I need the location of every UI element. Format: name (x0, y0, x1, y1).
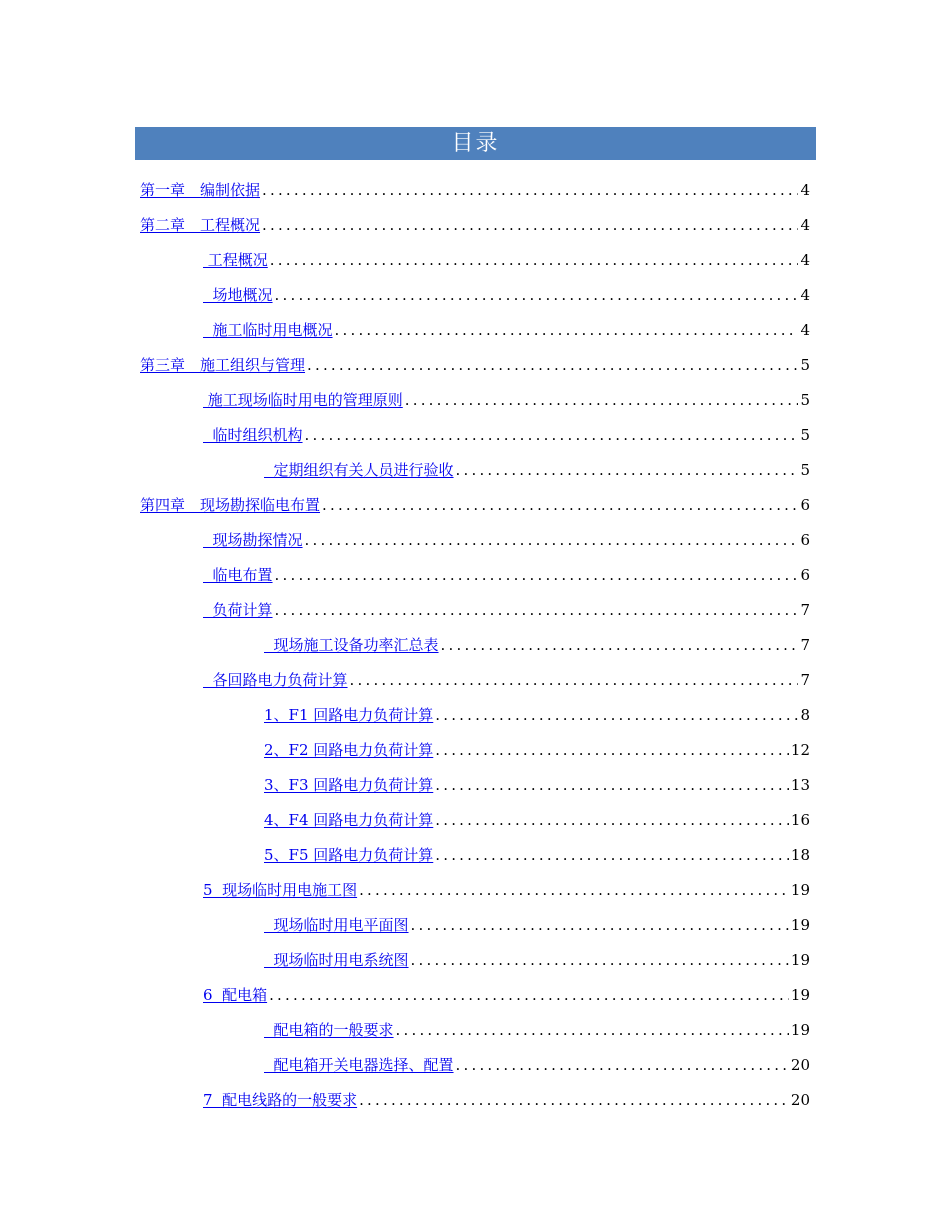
toc-entry[interactable] (264, 456, 810, 480)
toc-entry[interactable] (203, 876, 810, 900)
toc-entry[interactable] (203, 596, 810, 620)
toc-page-number: 6 (800, 566, 810, 584)
toc-page-number: 7 (800, 601, 810, 619)
toc-leader (435, 845, 789, 865)
toc-page-number: 7 (800, 636, 810, 654)
toc-entry-link[interactable]: 7 配电线路的一般要求 (203, 1091, 358, 1109)
toc-leader (411, 950, 789, 970)
toc-leader (305, 425, 799, 445)
toc-entry-link[interactable]: 第二章 工程概况 (140, 216, 261, 234)
toc-entry[interactable] (203, 421, 810, 445)
toc-page-number: 19 (790, 1021, 810, 1039)
toc-leader (305, 530, 799, 550)
toc-leader (262, 215, 798, 235)
toc-entry[interactable] (264, 946, 810, 970)
toc-page-number: 19 (790, 916, 810, 934)
toc-page-number: 6 (800, 531, 810, 549)
toc-leader (435, 740, 789, 760)
toc-leader (269, 985, 789, 1005)
toc-page-number: 19 (790, 951, 810, 969)
toc-leader (405, 390, 799, 410)
toc-page-number: 5 (800, 391, 810, 409)
toc-entry[interactable] (140, 176, 810, 200)
toc-entry-link[interactable]: 配电箱的一般要求 (264, 1021, 394, 1039)
toc-page-number: 5 (800, 356, 810, 374)
toc-entry[interactable] (264, 841, 810, 865)
toc-entry-link[interactable]: 负荷计算 (203, 601, 273, 619)
toc-entry-link[interactable]: 现场临时用电平面图 (264, 916, 409, 934)
toc-entry[interactable] (264, 1051, 810, 1075)
toc-entry-link[interactable]: 3、F3 回路电力负荷计算 (264, 776, 434, 794)
toc-entry-link[interactable]: 4、F4 回路电力负荷计算 (264, 811, 434, 829)
toc-page-number: 12 (790, 741, 810, 759)
toc-entry[interactable] (264, 1016, 810, 1040)
toc-leader (262, 180, 798, 200)
toc-leader (275, 285, 799, 305)
toc-entry[interactable] (203, 561, 810, 585)
toc-leader (350, 670, 799, 690)
toc-entry[interactable] (264, 701, 810, 725)
toc-entry[interactable] (264, 806, 810, 830)
toc-entry-link[interactable]: 临电布置 (203, 566, 273, 584)
toc-entry[interactable] (203, 981, 810, 1005)
toc-leader (359, 880, 789, 900)
toc-page-number: 7 (800, 671, 810, 689)
toc-leader (411, 915, 789, 935)
toc-leader (456, 460, 799, 480)
toc-leader (435, 810, 789, 830)
toc-entry-link[interactable]: 第四章 现场勘探临电布置 (140, 496, 321, 514)
toc-leader (335, 320, 799, 340)
toc-entry[interactable] (140, 491, 810, 515)
toc-entry-link[interactable]: 施工临时用电概况 (203, 321, 333, 339)
toc-entry[interactable] (203, 281, 810, 305)
toc-entry-link[interactable]: 施工现场临时用电的管理原则 (203, 391, 403, 409)
toc-entry[interactable] (264, 736, 810, 760)
toc-page-number: 4 (800, 181, 810, 199)
toc-entry[interactable] (203, 1086, 810, 1110)
toc-page-number: 16 (790, 811, 810, 829)
toc-page-number: 20 (790, 1056, 810, 1074)
toc-entry-link[interactable]: 1、F1 回路电力负荷计算 (264, 706, 434, 724)
toc-page-number: 4 (800, 251, 810, 269)
toc-entry-link[interactable]: 临时组织机构 (203, 426, 303, 444)
toc-entry[interactable] (203, 526, 810, 550)
toc-leader (435, 775, 789, 795)
toc-leader (359, 1090, 789, 1110)
toc-leader (441, 635, 799, 655)
toc-entry-link[interactable]: 第一章 编制依据 (140, 181, 261, 199)
toc-entry-link[interactable]: 各回路电力负荷计算 (203, 671, 348, 689)
toc-entry-link[interactable]: 现场临时用电系统图 (264, 951, 409, 969)
toc-leader (456, 1055, 789, 1075)
toc-page-number: 6 (800, 496, 810, 514)
toc-entry[interactable] (140, 351, 810, 375)
toc-leader (275, 565, 799, 585)
toc-page-number: 18 (790, 846, 810, 864)
toc-entry-link[interactable]: 2、F2 回路电力负荷计算 (264, 741, 434, 759)
toc-page-number: 5 (800, 426, 810, 444)
toc-entry[interactable] (203, 666, 810, 690)
toc-entry[interactable] (264, 771, 810, 795)
toc-entry[interactable] (140, 211, 810, 235)
toc-title: 目录 (451, 131, 500, 156)
toc-entry[interactable] (203, 246, 810, 270)
toc-page-number: 5 (800, 461, 810, 479)
toc-leader (270, 250, 799, 270)
toc-entry-link[interactable]: 现场勘探情况 (203, 531, 303, 549)
toc-entry-link[interactable]: 定期组织有关人员进行验收 (264, 461, 454, 479)
toc-page-number: 19 (790, 881, 810, 899)
toc-entry-link[interactable]: 5 现场临时用电施工图 (203, 881, 358, 899)
toc-entry[interactable] (203, 386, 810, 410)
toc-page-number: 8 (800, 706, 810, 724)
toc-leader (435, 705, 798, 725)
toc-page-number: 4 (800, 321, 810, 339)
toc-entry-link[interactable]: 配电箱开关电器选择、配置 (264, 1056, 454, 1074)
toc-page-number: 19 (790, 986, 810, 1004)
toc-entry-link[interactable]: 现场施工设备功率汇总表 (264, 636, 439, 654)
toc-entry-link[interactable]: 第三章 施工组织与管理 (140, 356, 306, 374)
toc-entry-link[interactable]: 6 配电箱 (203, 986, 268, 1004)
toc-page-number: 4 (800, 216, 810, 234)
toc-leader (396, 1020, 789, 1040)
toc-entry-link[interactable]: 5、F5 回路电力负荷计算 (264, 846, 434, 864)
toc-entry-link[interactable]: 场地概况 (203, 286, 273, 304)
toc-leader (322, 495, 798, 515)
toc-page-number: 4 (800, 286, 810, 304)
toc-entry[interactable] (264, 911, 810, 935)
toc-entry[interactable] (203, 316, 810, 340)
toc-title-banner (135, 127, 816, 160)
toc-entry[interactable] (264, 631, 810, 655)
toc-entry-link[interactable]: 工程概况 (203, 251, 268, 269)
toc-leader (307, 355, 798, 375)
toc-page-number: 13 (790, 776, 810, 794)
toc-page-number: 20 (790, 1091, 810, 1109)
toc-leader (275, 600, 799, 620)
